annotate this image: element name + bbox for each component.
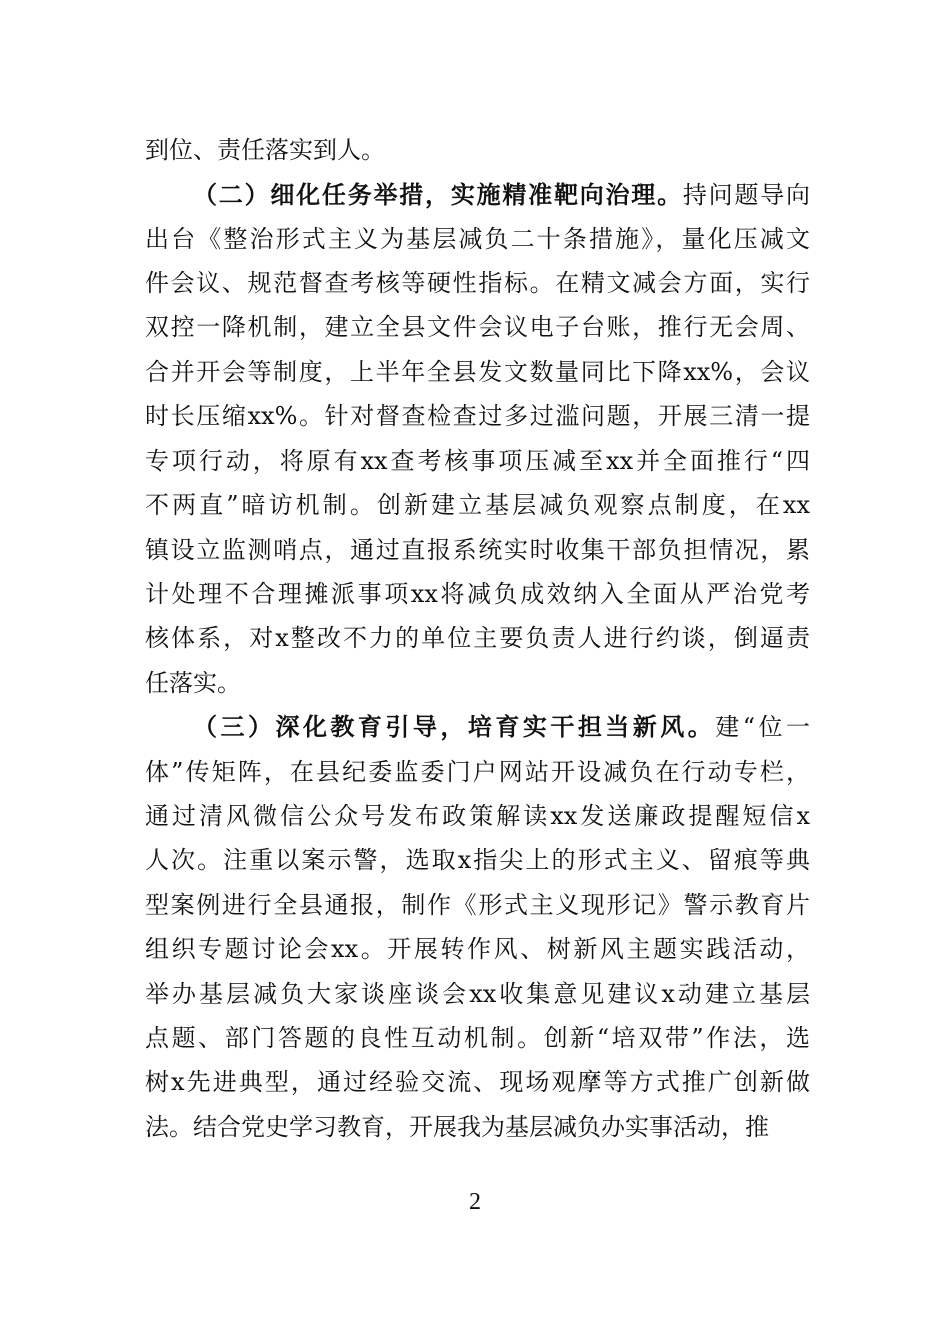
line-text: 镇设立监测哨点，通过直报系统实时收集干部负担情况，累 <box>145 536 810 564</box>
section-heading: （三）深化教育引导，培育实干担当新风。 <box>193 712 716 741</box>
line-text: 计处理不合理摊派事项xx将减负成效纳入全面从严治党考 <box>145 580 810 608</box>
line-text: 建“位一 <box>715 713 810 741</box>
line-text: 到位、责任落实到人。 <box>145 136 385 164</box>
text-line <box>145 224 810 254</box>
text-line <box>145 801 810 831</box>
text-line <box>145 312 810 342</box>
text-line <box>145 268 810 298</box>
line-text: 型案例进行全县通报，制作《形式主义现形记》警示教育片 <box>145 891 810 919</box>
page-number: 2 <box>469 1189 481 1215</box>
text-line <box>145 490 810 520</box>
text-line <box>145 668 810 698</box>
line-text: 合并开会等制度，上半年全县发文数量同比下降xx%，会议 <box>145 358 810 386</box>
text-line <box>145 1112 810 1142</box>
text-line <box>145 357 810 387</box>
line-text: 持问题导向 <box>682 181 811 209</box>
line-text: 举办基层减负大家谈座谈会xx收集意见建议x动建立基层 <box>145 980 810 1008</box>
text-line <box>145 979 810 1009</box>
text-line <box>145 934 810 964</box>
line-text: 核体系，对x整改不力的单位主要负责人进行约谈，倒逼责 <box>145 624 810 652</box>
text-line <box>193 180 810 210</box>
text-line <box>145 135 810 165</box>
line-text: 双控一降机制，建立全县文件会议电子台账，推行无会周、 <box>145 313 810 341</box>
line-text: 人次。注重以案示警，选取x指尖上的形式主义、留痕等典 <box>145 846 810 874</box>
text-line <box>145 757 810 787</box>
section-heading: （二）细化任务举措，实施精准靶向治理。 <box>193 180 683 209</box>
line-text: 任落实。 <box>145 669 241 697</box>
text-line <box>145 401 810 431</box>
line-text: 通过清风微信公众号发布政策解读xx发送廉政提醒短信x <box>145 802 810 830</box>
text-line <box>145 1067 810 1097</box>
line-text: 不两直”暗访机制。创新建立基层减负观察点制度，在xx <box>145 491 810 519</box>
line-text: 专项行动，将原有xx查考核事项压减至xx并全面推行“四 <box>145 447 810 475</box>
text-line <box>145 446 810 476</box>
line-text: 体”传矩阵，在县纪委监委门户网站开设减负在行动专栏， <box>145 758 810 786</box>
line-text: 树x先进典型，通过经验交流、现场观摩等方式推广创新做 <box>145 1068 810 1096</box>
line-text: 组织专题讨论会xx。开展转作风、树新风主题实践活动， <box>145 935 810 963</box>
text-line <box>145 623 810 653</box>
line-text: 件会议、规范督查考核等硬性指标。在精文减会方面，实行 <box>145 269 810 297</box>
text-line <box>145 535 810 565</box>
text-line <box>145 579 810 609</box>
text-line <box>145 845 810 875</box>
line-text: 时长压缩xx%。针对督查检查过多过滥问题，开展三清一提 <box>145 402 810 430</box>
text-line <box>145 1023 810 1053</box>
text-line <box>145 890 810 920</box>
line-text: 点题、部门答题的良性互动机制。创新“培双带”作法，选 <box>145 1024 810 1052</box>
line-text: 出台《整治形式主义为基层减负二十条措施》，量化压减文 <box>145 225 810 253</box>
line-text: 法。结合党史学习教育，开展我为基层减负办实事活动，推 <box>145 1113 769 1141</box>
text-line <box>193 712 810 742</box>
